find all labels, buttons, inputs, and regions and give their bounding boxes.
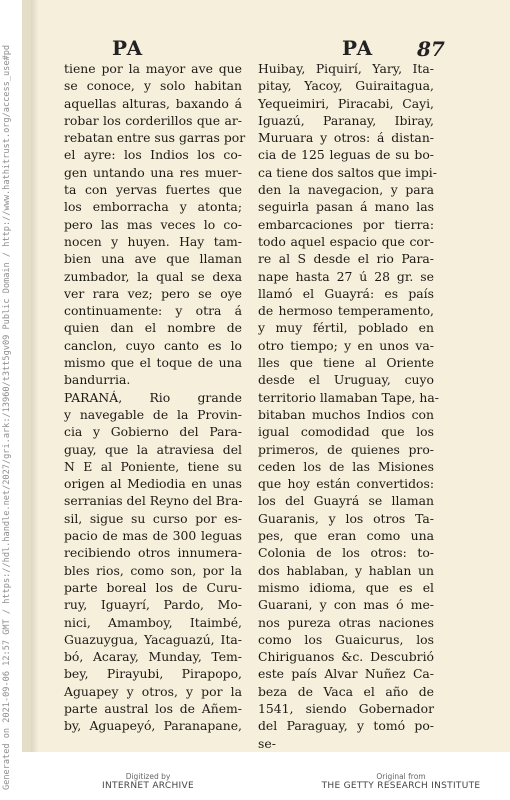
text-line: zumbador, la qual se dexa: [64, 268, 242, 284]
text-line: que hoy están convertidos:: [258, 476, 434, 492]
text-line: guay, que la atraviesa del: [64, 441, 242, 457]
text-line: recibiendo otros innumera-: [64, 545, 242, 561]
text-line: todo aquel espacio que cor-: [258, 233, 434, 249]
text-line: 1541, siendo Gobernador: [258, 700, 434, 716]
text-line: primeros, de quienes pro-: [258, 441, 434, 457]
text-line: Guaranis, y los otros Ta-: [258, 510, 434, 526]
text-line: ceden los de las Misiones: [258, 458, 434, 474]
text-line: pitay, Yacoy, Guiraitagua,: [258, 78, 434, 94]
text-line: bandurria.: [64, 372, 131, 388]
source-credit-label: Original from: [376, 772, 426, 781]
text-line: y navegable de la Provin-: [64, 406, 242, 422]
text-line: beza de Vaca el año de: [258, 683, 434, 699]
text-line: tiene por la mayor ave que: [64, 61, 242, 76]
text-line: ta con yervas fuertes que: [64, 182, 242, 198]
text-line: Yequeimiri, Piracabi, Cayi,: [258, 95, 434, 111]
running-header-right: PA: [342, 36, 374, 60]
text-line: lles que tiene al Oriente: [258, 355, 434, 371]
text-line: bien una ave que llaman: [64, 251, 242, 267]
text-line: mismo que el toque de una: [64, 355, 242, 371]
text-line: Chiriguanos &c. Descubrió: [258, 649, 434, 665]
digitizer-credit-name: INTERNET ARCHIVE: [102, 781, 194, 791]
text-line: pero las mas veces lo co-: [64, 216, 242, 232]
page-number: 87: [417, 37, 445, 61]
text-line: Huibay, Piquirí, Yary, Ita-: [258, 61, 434, 76]
text-line: otro tiempo; y en unos va-: [258, 337, 434, 353]
text-line: dos hablaban, y hablan un: [258, 562, 434, 578]
text-line: bey, Pirayubi, Pirapopo,: [64, 666, 242, 682]
text-line: los del Guayrá se llaman: [258, 493, 434, 509]
text-line: sil, sigue su curso por es-: [64, 510, 242, 526]
text-line: igual comodidad que los: [258, 424, 434, 440]
text-line: quien dan el nombre de: [64, 320, 242, 336]
text-line: gen untando una res muer-: [64, 164, 242, 180]
text-line: pes, que eran como una: [258, 528, 434, 544]
text-line: by, Aguapeyó, Paranapane,: [64, 718, 242, 734]
text-line: pacio de mas de 300 leguas: [64, 528, 242, 544]
text-line: de hermoso temperamento,: [258, 303, 434, 319]
page-gutter: [22, 0, 31, 752]
text-line: embarcaciones por tierra:: [258, 216, 434, 232]
running-header-left: PA: [112, 36, 144, 60]
text-line: cia de 125 leguas de su bo-: [258, 147, 434, 163]
text-line: llamó el Guayrá: es país: [258, 285, 434, 301]
text-line: nici, Amamboy, Itaimbé,: [64, 614, 242, 630]
text-line: del Paraguay, y tomó po-: [258, 718, 434, 734]
text-line: continuamente: y otra á: [64, 303, 242, 319]
text-line: aquellas alturas, baxando á: [64, 95, 242, 111]
text-line: mismo idioma, que es el: [258, 579, 434, 595]
text-line: los emborracha y atonta;: [64, 199, 242, 215]
text-line: parte boreal los de Curu-: [64, 579, 242, 595]
text-line: re al S desde el rio Para-: [258, 251, 434, 267]
digitizer-credit-label: Digitized by: [125, 772, 171, 781]
text-line: y muy fértil, poblado en: [258, 320, 434, 336]
text-line: Guazuygua, Yacaguazú, Ita-: [64, 631, 242, 647]
text-line: Muruara y otros: á distan-: [258, 130, 434, 146]
generation-watermark: Generated on 2021-09-06 12:57 GMT / https://hdl.handle.net/2027/gri.ark:/13960/t3tt5gv09 Public Domain / http://www.hathitrust.org/access_use#pd: [2, 44, 12, 790]
text-line: Colonia de los otros: to-: [258, 545, 434, 561]
left-text-column: [64, 60, 246, 735]
text-line: bitaban muchos Indios con: [258, 406, 434, 422]
text-line: rebatan entre sus garras por: [64, 130, 246, 146]
text-line: se-: [258, 735, 276, 751]
text-line: nape hasta 27 ú 28 gr. se: [258, 268, 434, 284]
text-line: den la navegacion, y para: [258, 182, 434, 198]
source-credit: [316, 772, 486, 791]
text-line: bles rios, como son, por la: [64, 562, 242, 578]
text-line: nocen y huyen. Hay tam-: [64, 233, 242, 249]
text-line: como los Guaicurus, los: [258, 631, 434, 647]
source-credit-name: THE GETTY RESEARCH INSTITUTE: [321, 781, 481, 791]
text-line: territorio llamaban Tape, ha-: [258, 389, 439, 405]
text-line: canclon, cuyo canto es lo: [64, 337, 242, 353]
text-line: robar los corderillos que ar-: [64, 112, 242, 128]
right-text-column: [258, 60, 439, 752]
text-line: este país Alvar Nuñez Ca-: [258, 666, 434, 682]
text-line: Guarani, y con mas ó me-: [258, 597, 434, 613]
text-line: serranias del Reyno del Bra-: [64, 493, 243, 509]
text-line: seguirla pasan á mano las: [258, 199, 434, 215]
text-line: nos pureza otras naciones: [258, 614, 434, 630]
text-line: se conoce, y solo habitan: [64, 78, 242, 94]
text-line: ca tiene dos saltos que impi-: [258, 164, 437, 180]
text-line: ruy, Iguayrí, Pardo, Mo-: [64, 597, 242, 613]
text-line: el ayre: los Indios los co-: [64, 147, 242, 163]
text-line: desde el Uruguay, cuyo: [258, 372, 434, 388]
text-line: Iguazú, Paranay, Ibiray,: [258, 112, 434, 128]
text-line: PARANÁ, Rio grande: [64, 389, 242, 405]
text-line: ver rara vez; pero se oye: [64, 285, 242, 301]
text-line: origen al Mediodia en unas: [64, 476, 242, 492]
digitizer-credit: [78, 772, 218, 791]
text-line: N E al Poniente, tiene su: [64, 458, 242, 474]
text-line: Aguapey y otros, y por la: [64, 683, 242, 699]
text-line: bó, Acaray, Munday, Tem-: [64, 649, 242, 665]
text-line: parte austral los de Añem-: [64, 700, 242, 716]
text-line: cia y Gobierno del Para-: [64, 424, 242, 440]
